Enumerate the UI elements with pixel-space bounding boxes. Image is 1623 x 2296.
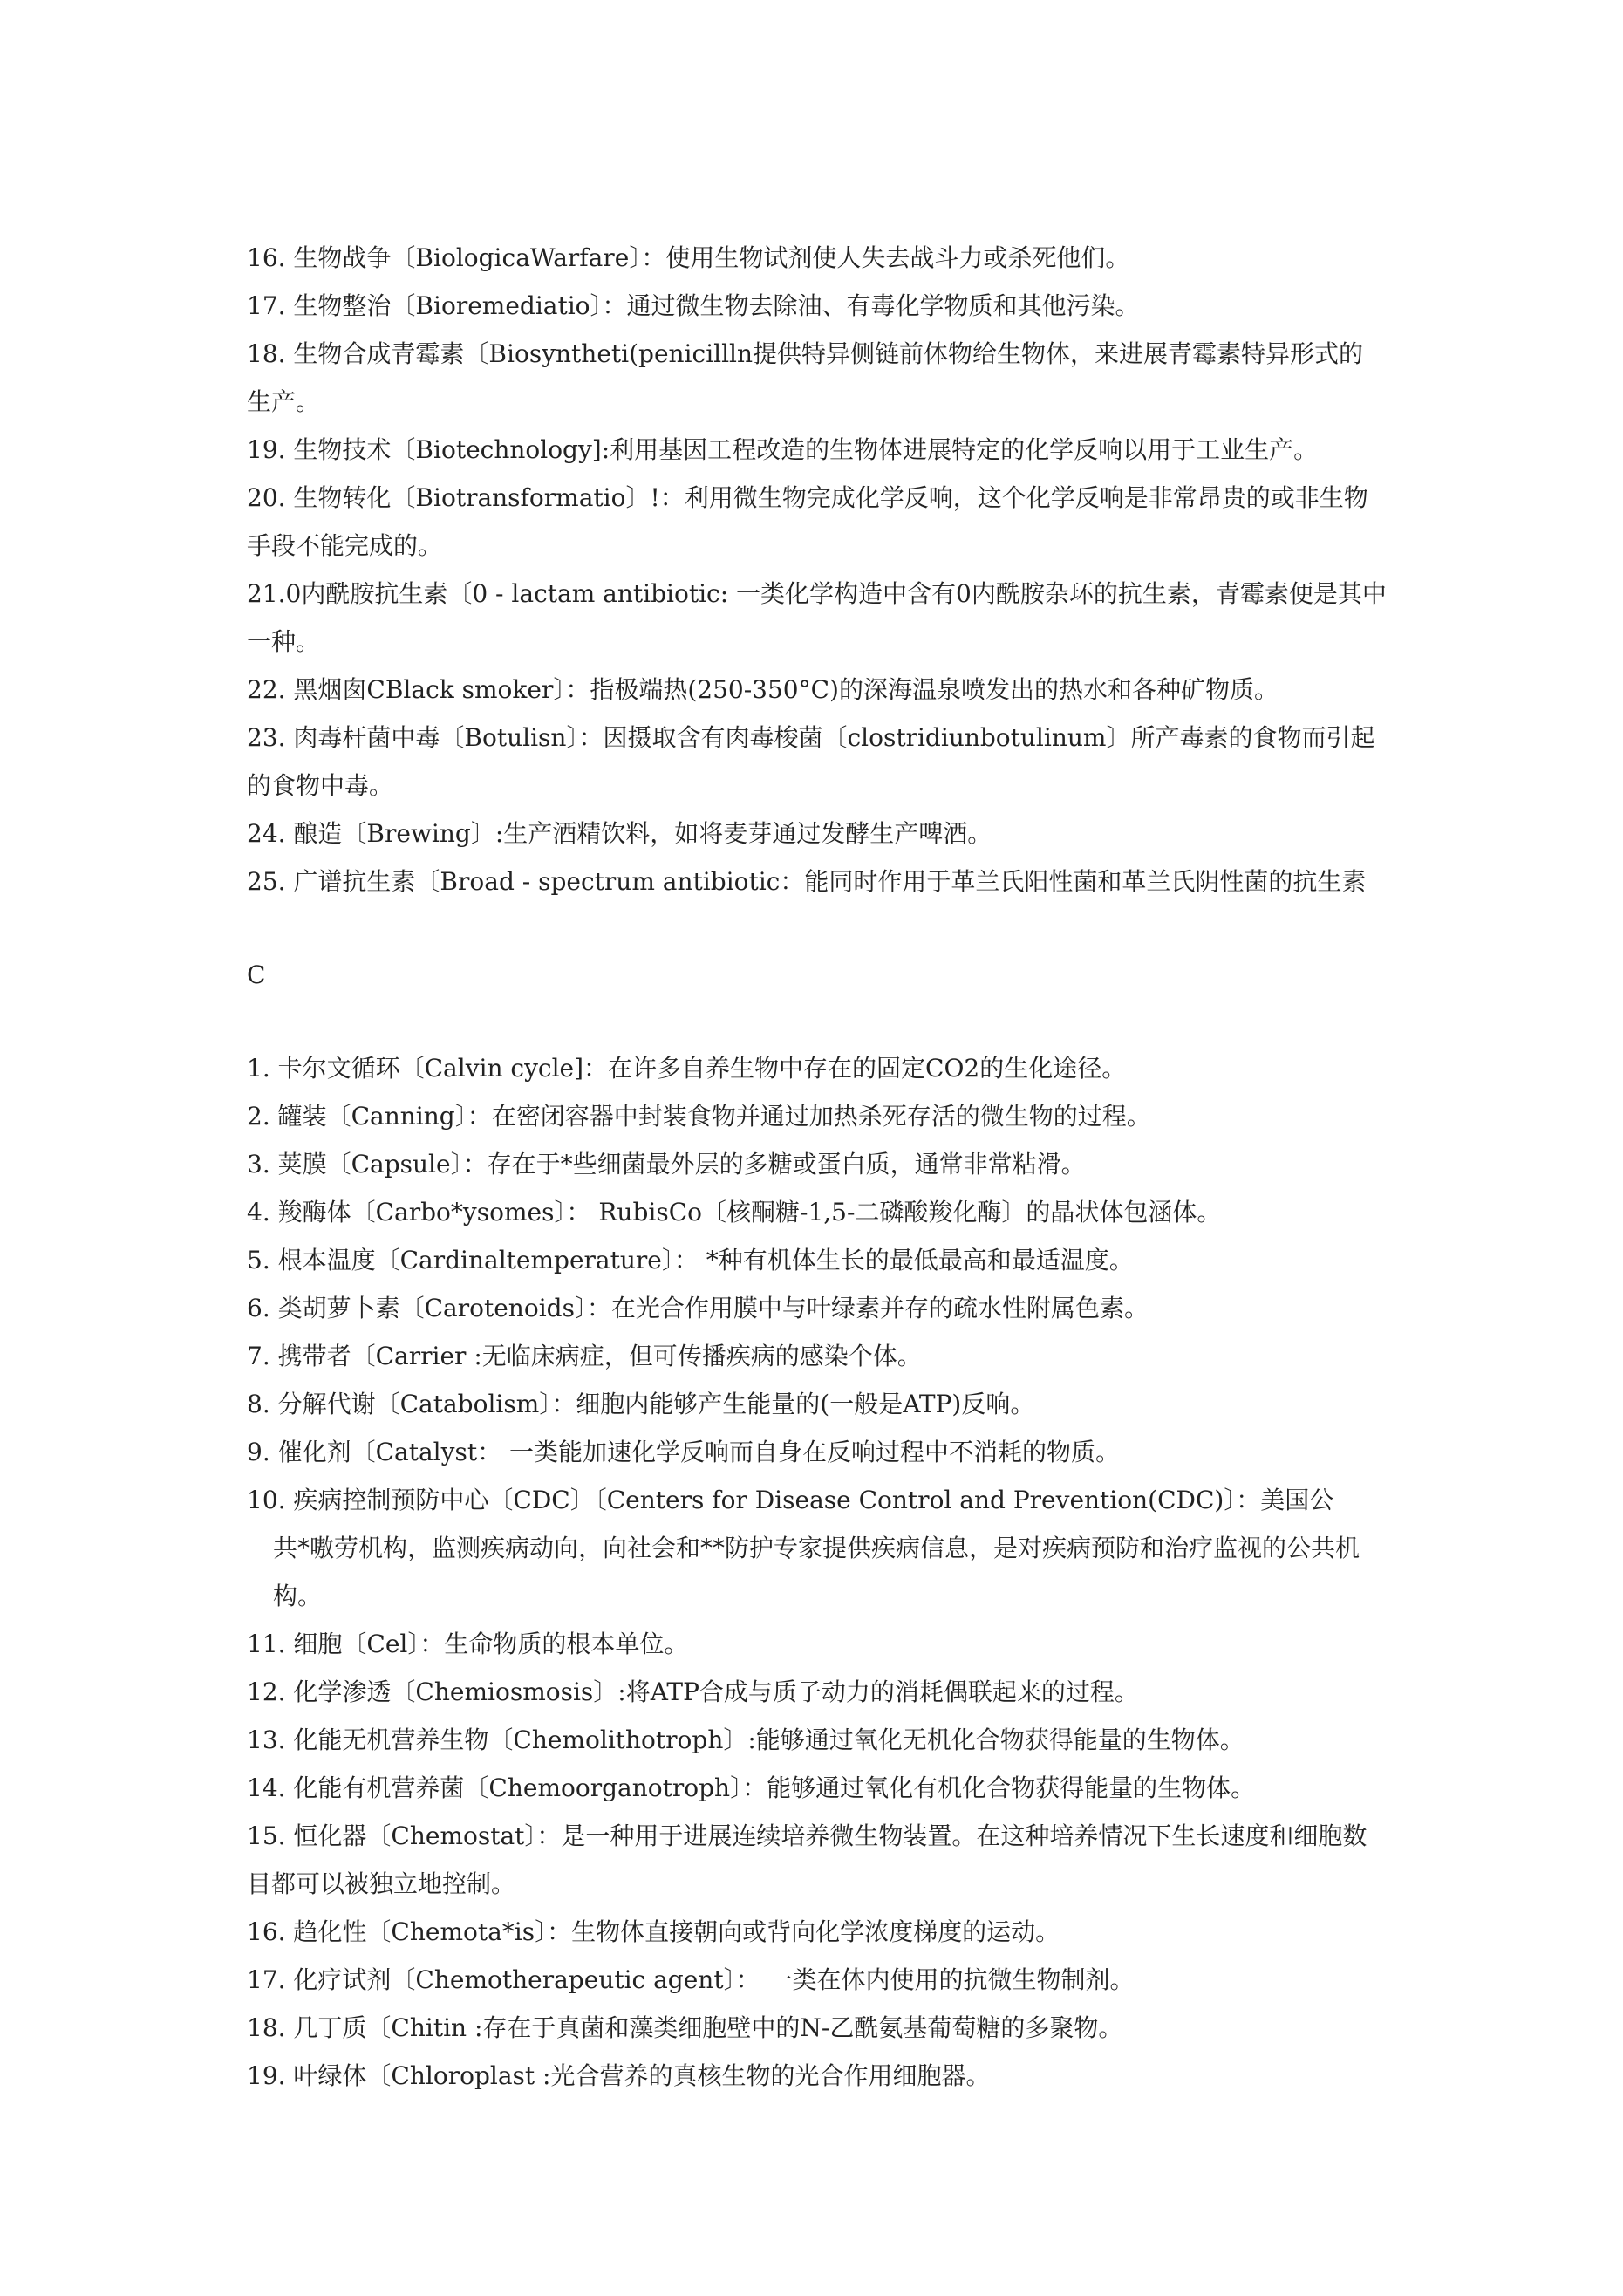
glossary-entry: 12. 化学渗透〔Chemiosmosis〕:将ATP合成与质子动力的消耗偶联起来的过程。 — [247, 1678, 1139, 1706]
glossary-entry: 6. 类胡萝卜素〔Carotenoids〕：在光合作用膜中与叶绿素并存的疏水性附属色素。 — [247, 1294, 1149, 1322]
glossary-entry: 20. 生物转化〔Biotransformatio〕!：利用微生物完成化学反响，这个化学反响是非常昂贵的或非生物手段不能完成的。 — [247, 483, 1368, 560]
glossary-entry: 15. 恒化器〔Chemostat〕：是一种用于进展连续培养微生物装置。在这种培养情况下生长速度和细胞数目都可以被独立地控制。 — [247, 1821, 1367, 1898]
glossary-entry: 25. 广谱抗生素〔Broad - spectrum antibiotic：能同时作用于革兰氏阳性菌和革兰氏阴性菌的抗生素 — [247, 867, 1367, 896]
glossary-entry: 19. 叶绿体〔Chloroplast :光合营养的真核生物的光合作用细胞器。 — [247, 2061, 991, 2090]
glossary-entry: 17. 生物整治〔Bioremediatio〕：通过微生物去除油、有毒化学物质和其他污染。 — [247, 291, 1140, 320]
glossary-entry: 22. 黑烟囱CBlack smoker〕：指极端热(250-350°C)的深海温泉喷发出的热水和各种矿物质。 — [247, 675, 1279, 704]
section-heading-c: C — [247, 960, 266, 989]
glossary-entry: 24. 酿造〔Brewing〕:生产酒精饮料，如将麦芽通过发酵生产啤酒。 — [247, 819, 992, 848]
section-b-glossary — [247, 234, 1388, 905]
glossary-entry: 23. 肉毒杆菌中毒〔Botulisn〕：因摄取含有肉毒梭菌〔clostridiunbotulinum〕所产毒素的食物而引起的食物中毒。 — [247, 723, 1375, 800]
glossary-entry: 14. 化能有机营养菌〔Chemoorganotroph〕：能够通过氧化有机化合物获得能量的生物体。 — [247, 1773, 1256, 1802]
section-c-glossary — [247, 1044, 1388, 2100]
glossary-entry: 2. 罐装〔Canning〕：在密闭容器中封装食物并通过加热杀死存活的微生物的过程。 — [247, 1102, 1151, 1131]
glossary-entry: 19. 生物技术〔Biotechnology]:利用基因工程改造的生物体进展特定的化学反响以用于工业生产。 — [247, 435, 1319, 464]
glossary-entry: 8. 分解代谢〔Catabolism〕：细胞内能够产生能量的(一般是ATP)反响。 — [247, 1390, 1035, 1418]
glossary-entry: 1. 卡尔文循环〔Calvin cycle]：在许多自养生物中存在的固定CO2的生化途径。 — [247, 1054, 1127, 1083]
glossary-entry: 3. 荚膜〔Capsule〕：存在于*些细菌最外层的多糖或蛋白质，通常非常粘滑。 — [247, 1150, 1086, 1179]
glossary-entry: 21.0内酰胺抗生素〔0 - lactam antibiotic: 一类化学构造中含有0内酰胺杂环的抗生素，青霉素便是其中一种。 — [247, 579, 1387, 656]
glossary-entry: 5. 根本温度〔Cardinaltemperature〕： *种有机体生长的最低最高和最适温度。 — [247, 1246, 1134, 1274]
glossary-entry: 16. 生物战争〔BiologicaWarfare〕：使用生物试剂使人失去战斗力或杀死他们。 — [247, 243, 1130, 272]
glossary-entry: 13. 化能无机营养生物〔Chemolithotroph〕:能够通过氧化无机化合物获得能量的生物体。 — [247, 1725, 1245, 1754]
glossary-entry: 17. 化疗试剂〔Chemotherapeutic agent〕： 一类在体内使用的抗微生物制剂。 — [247, 1965, 1135, 1994]
glossary-entry: 18. 几丁质〔Chitin :存在于真菌和藻类细胞壁中的N-乙酰氨基葡萄糖的多聚物。 — [247, 2013, 1123, 2042]
glossary-entry: 10. 疾病控制预防中心〔CDC〕〔Centers for Disease Control and Prevention(CDC)〕：美国公 — [247, 1486, 1334, 1514]
glossary-entry: 16. 趋化性〔Chemota*is〕：生物体直接朝向或背向化学浓度梯度的运动。 — [247, 1917, 1060, 1946]
glossary-entry: 9. 催化剂〔Catalyst： 一类能加速化学反响而自身在反响过程中不消耗的物质。 — [247, 1438, 1120, 1466]
glossary-entry: 11. 细胞〔Cel〕：生命物质的根本单位。 — [247, 1630, 689, 1658]
glossary-entry: 18. 生物合成青霉素〔Biosyntheti(penicillln提供特异侧链前体物给生物体，来进展青霉素特异形式的生产。 — [247, 339, 1364, 416]
glossary-entry-continuation: 共*嗷劳机构，监测疾病动向，向社会和**防护专家提供疾病信息，是对疾病预防和治疗监视的公共机构。 — [273, 1534, 1360, 1610]
glossary-entry: 4. 羧酶体〔Carbo*ysomes〕： RubisCo〔核酮糖-1,5-二磷酸羧化酶〕的晶状体包涵体。 — [247, 1198, 1222, 1227]
glossary-entry: 7. 携带者〔Carrier :无临床病症，但可传播疾病的感染个体。 — [247, 1342, 922, 1370]
